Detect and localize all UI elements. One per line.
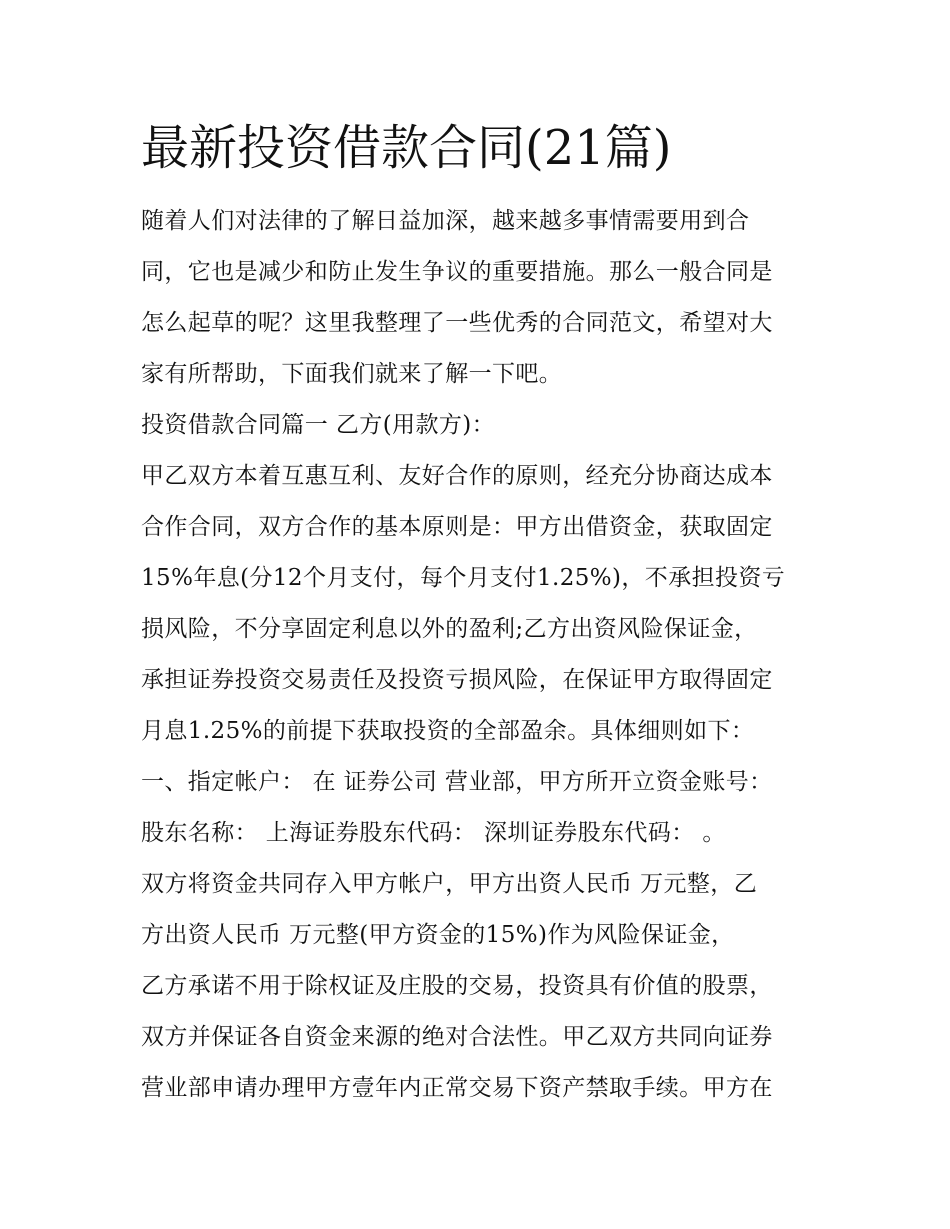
text-line: 同，它也是减少和防止发生争议的重要措施。那么一般合同是 xyxy=(141,259,773,285)
text-line: 投资借款合同篇一 乙方(用款方)： xyxy=(141,412,496,438)
text-line: 方出资人民币 万元整(甲方资金的15%)作为风险保证金， xyxy=(141,922,735,948)
text-line: 怎么起草的呢？这里我整理了一些优秀的合同范文，希望对大 xyxy=(141,310,773,336)
text-line: 合作合同，双方合作的基本原则是：甲方出借资金，获取固定 xyxy=(141,514,773,540)
text-line: 承担证券投资交易责任及投资亏损风险，在保证甲方取得固定 xyxy=(141,667,773,693)
document-title: 最新投资借款合同(21篇) xyxy=(141,120,672,176)
text-line: 股东名称： 上海证券股东代码： 深圳证券股东代码： 。 xyxy=(141,820,726,846)
text-line: 乙方承诺不用于除权证及庄股的交易，投资具有价值的股票， xyxy=(141,973,773,999)
text-line: 一、指定帐户： 在 证券公司 营业部，甲方所开立资金账号： xyxy=(141,769,773,795)
text-line: 月息1.25%的前提下获取投资的全部盈余。具体细则如下： xyxy=(141,718,755,744)
text-line: 家有所帮助，下面我们就来了解一下吧。 xyxy=(141,361,563,387)
document-page xyxy=(141,112,821,1114)
text-line: 双方将资金共同存入甲方帐户，甲方出资人民币 万元整，乙 xyxy=(141,871,758,897)
text-line: 损风险，不分享固定利息以外的盈利;乙方出资风险保证金， xyxy=(141,616,758,642)
text-line: 15%年息(分12个月支付，每个月支付1.25%)，不承担投资亏 xyxy=(141,565,786,591)
text-line: 随着人们对法律的了解日益加深，越来越多事情需要用到合 xyxy=(141,208,750,234)
text-line: 营业部申请办理甲方壹年内正常交易下资产禁取手续。甲方在 xyxy=(141,1075,773,1101)
text-line: 双方并保证各自资金来源的绝对合法性。甲乙双方共同向证券 xyxy=(141,1024,773,1050)
text-line: 甲乙双方本着互惠互利、友好合作的原则，经充分协商达成本 xyxy=(141,463,773,489)
